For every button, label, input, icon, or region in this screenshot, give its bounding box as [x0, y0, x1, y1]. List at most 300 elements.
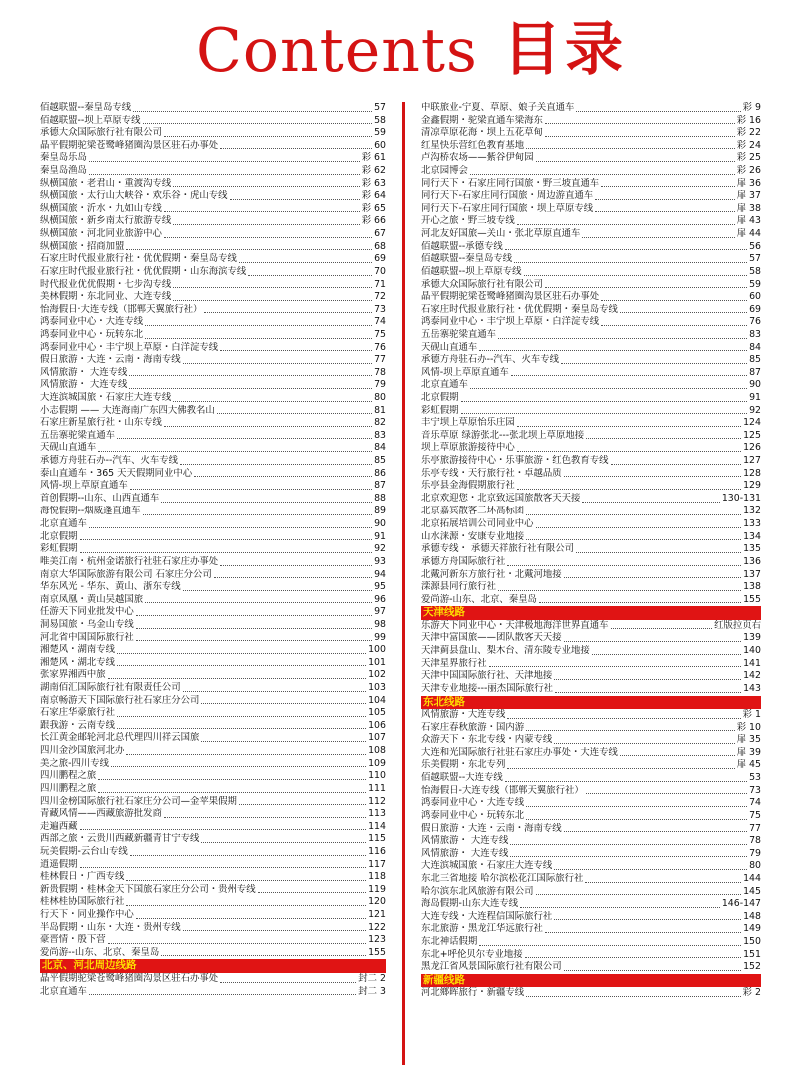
dot-leader — [136, 615, 372, 616]
toc-entry[interactable] — [421, 873, 761, 886]
toc-entry[interactable] — [421, 165, 761, 178]
toc-entry[interactable] — [40, 140, 386, 153]
entry-title: 纵横国旅・新乡南太行旅游专线 — [40, 215, 172, 227]
entry-title: 风情-坝上草原直通车 — [421, 366, 509, 378]
toc-entry[interactable] — [421, 304, 761, 317]
entry-title: 东北三省地接 哈尔滨松花江国际旅行社 — [421, 872, 584, 884]
entry-title: 河北友好国旅—关山・张北草原直通车 — [421, 228, 581, 240]
entry-page: 106 — [368, 719, 386, 731]
toc-entry[interactable] — [40, 947, 386, 960]
dot-leader — [217, 413, 372, 414]
toc-entry[interactable] — [40, 922, 386, 935]
toc-entry[interactable] — [40, 859, 386, 872]
toc-entry[interactable] — [40, 796, 386, 809]
entry-page: 132 — [743, 505, 761, 517]
toc-entry[interactable] — [40, 934, 386, 947]
toc-entry[interactable] — [40, 808, 386, 821]
toc-entry[interactable] — [40, 392, 386, 405]
toc-entry[interactable] — [40, 745, 386, 758]
entry-page: 78 — [749, 835, 761, 847]
entry-title: 湘楚风・湖南专线 — [40, 644, 116, 656]
dot-leader — [98, 792, 366, 793]
toc-entry[interactable] — [40, 720, 386, 733]
dot-leader — [505, 249, 747, 250]
entry-title: 金鑫假期・驼梁直通车梁海东 — [421, 114, 543, 126]
entry-title: 同行天下-石家庄同行国旅・坝上草原专线 — [421, 202, 594, 214]
entry-title: 美林假期・东北同业、大连专线 — [40, 291, 172, 303]
toc-entry[interactable] — [40, 644, 386, 657]
toc-entry[interactable] — [40, 480, 386, 493]
entry-page: 127 — [743, 455, 761, 467]
dot-leader — [173, 186, 359, 187]
entry-title: 石家庄时代报业旅行社・优优假期・秦皇岛专线 — [40, 253, 237, 265]
toc-entry[interactable] — [40, 430, 386, 443]
toc-entry[interactable] — [40, 543, 386, 556]
dot-leader — [89, 174, 360, 175]
entry-page: 78 — [374, 366, 386, 378]
entry-title: 佰越联盟--大连专线 — [421, 772, 503, 784]
dot-leader — [526, 806, 747, 807]
dot-leader — [536, 894, 742, 895]
toc-entry[interactable] — [421, 987, 761, 1000]
toc-entry[interactable] — [421, 860, 761, 873]
entry-page: 75 — [749, 809, 761, 821]
dot-leader — [220, 565, 372, 566]
toc-entry[interactable] — [421, 581, 761, 594]
entry-title: 长江黄金邮轮河北总代理四川祥云国旅 — [40, 732, 200, 744]
toc-entry[interactable] — [40, 215, 386, 228]
entry-title: 晶平假期驼梁苍鹭峰猪圈沟景区驻石办事处 — [40, 972, 219, 984]
dot-leader — [582, 237, 734, 238]
dot-leader — [592, 654, 741, 655]
dot-leader — [564, 577, 741, 578]
toc-entry[interactable] — [40, 228, 386, 241]
toc-entry[interactable] — [421, 342, 761, 355]
toc-entry[interactable] — [421, 531, 761, 544]
entry-page: 141 — [743, 657, 761, 669]
toc-entry[interactable] — [421, 367, 761, 380]
entry-title: 秦皇岛乐岛 — [40, 152, 87, 164]
toc-entry[interactable] — [40, 102, 386, 115]
dot-leader — [498, 590, 741, 591]
entry-title: 北京园博会 — [421, 165, 468, 177]
toc-entry[interactable] — [421, 506, 761, 519]
toc-entry[interactable] — [40, 506, 386, 519]
toc-entry[interactable] — [421, 823, 761, 836]
entry-title: 卢沟桥农场——紫谷伊甸园 — [421, 152, 534, 164]
dot-leader — [561, 363, 747, 364]
toc-entry[interactable] — [421, 923, 761, 936]
entry-page: 53 — [749, 772, 761, 784]
dot-leader — [108, 943, 366, 944]
entry-title: 湖南佰汇国际旅行社有限责任公司 — [40, 682, 181, 694]
dot-leader — [498, 338, 747, 339]
dot-leader — [180, 464, 372, 465]
entry-title: 风情旅游・大连专线 — [421, 709, 506, 721]
entry-title: 假日旅游・大连・云南・海南专线 — [40, 354, 181, 366]
toc-entry[interactable] — [40, 783, 386, 796]
entry-page: 99 — [374, 631, 386, 643]
dot-leader — [89, 161, 360, 162]
dot-leader — [117, 665, 366, 666]
toc-entry[interactable] — [421, 417, 761, 430]
entry-page: 142 — [743, 670, 761, 682]
toc-entry[interactable] — [40, 619, 386, 632]
entry-title: 北京欢迎您・北京致远国旅散客天天接 — [421, 492, 581, 504]
entry-page: 90 — [749, 379, 761, 391]
toc-entry[interactable] — [421, 228, 761, 241]
entry-title: 红星快乐营红色教育基地 — [421, 139, 525, 151]
toc-entry[interactable] — [421, 152, 761, 165]
toc-entry[interactable] — [421, 722, 761, 735]
entry-title: 东北神话假期 — [421, 936, 478, 947]
entry-page: 138 — [743, 581, 761, 593]
entry-page: 97 — [374, 606, 386, 618]
entry-page: 135 — [743, 543, 761, 555]
entry-title: 天砚山直通车 — [421, 341, 478, 353]
toc-entry[interactable] — [40, 657, 386, 670]
toc-entry[interactable] — [421, 848, 761, 861]
toc-entry[interactable] — [421, 241, 761, 254]
dot-leader — [173, 300, 372, 301]
toc-entry[interactable] — [40, 115, 386, 128]
entry-title: 承德方舟驻石办--汽车、火车专线 — [40, 455, 179, 467]
toc-entry[interactable] — [40, 707, 386, 720]
dot-leader — [545, 136, 735, 137]
toc-entry[interactable] — [421, 759, 761, 772]
dot-leader — [564, 831, 747, 832]
toc-entry[interactable] — [40, 682, 386, 695]
toc-entry[interactable] — [421, 392, 761, 405]
toc-entry[interactable] — [421, 810, 761, 823]
toc-entry[interactable] — [421, 279, 761, 292]
entry-page: 122 — [368, 921, 386, 933]
toc-entry[interactable] — [40, 770, 386, 783]
toc-entry[interactable] — [421, 102, 761, 115]
entry-page: 119 — [368, 883, 386, 895]
dot-leader — [470, 174, 735, 175]
dot-leader — [524, 275, 748, 276]
toc-entry[interactable] — [40, 896, 386, 909]
toc-entry[interactable] — [421, 291, 761, 304]
dot-leader — [258, 892, 366, 893]
toc-entry[interactable] — [40, 152, 386, 165]
dot-leader — [145, 602, 372, 603]
toc-entry[interactable] — [421, 455, 761, 468]
toc-entry[interactable] — [40, 342, 386, 355]
entry-title: 大连专线・大连程信国际旅行社 — [421, 910, 553, 922]
toc-entry[interactable] — [40, 833, 386, 846]
toc-entry[interactable] — [421, 115, 761, 128]
toc-entry[interactable] — [40, 178, 386, 191]
toc-entry[interactable] — [421, 886, 761, 899]
dot-leader — [554, 869, 747, 870]
toc-entry[interactable] — [421, 379, 761, 392]
entry-page: 144 — [743, 872, 761, 884]
toc-entry[interactable] — [421, 215, 761, 228]
entry-page: 100 — [368, 644, 386, 656]
dot-leader — [136, 918, 366, 919]
toc-entry[interactable] — [421, 620, 761, 633]
dot-leader — [164, 817, 366, 818]
entry-page: 81 — [374, 404, 386, 416]
dot-leader — [80, 539, 373, 540]
toc-entry[interactable] — [40, 379, 386, 392]
entry-title: 四川金榜国际旅行社石家庄分公司—金苹果假期 — [40, 795, 237, 807]
dot-leader — [161, 955, 366, 956]
dot-leader — [576, 111, 740, 112]
entry-title: 五岳寨驼梁直通车 — [40, 429, 116, 441]
toc-entry[interactable] — [40, 821, 386, 834]
toc-entry[interactable] — [421, 670, 761, 683]
entry-title: 小志假期 —— 大连海南广东四大佛教名山 — [40, 404, 215, 416]
toc-entry[interactable] — [421, 797, 761, 810]
entry-page: 77 — [749, 822, 761, 834]
toc-entry[interactable] — [40, 531, 386, 544]
toc-entry[interactable] — [40, 669, 386, 682]
dot-leader — [145, 338, 372, 339]
entry-page: 118 — [368, 871, 386, 883]
toc-entry[interactable] — [40, 304, 386, 317]
toc-entry[interactable] — [421, 430, 761, 443]
entry-title: 乐亭县金海假期旅行社 — [421, 480, 515, 492]
toc-entry[interactable] — [421, 949, 761, 962]
toc-entry[interactable] — [40, 241, 386, 254]
toc-entry[interactable] — [421, 442, 761, 455]
entry-title: 乐亭专线・天行旅行社・卓越品质 — [421, 467, 562, 479]
dot-leader — [164, 211, 360, 212]
toc-entry[interactable] — [421, 468, 761, 481]
toc-entry[interactable] — [421, 936, 761, 949]
section-heading: 东北线路 — [421, 696, 761, 710]
toc-entry[interactable] — [421, 835, 761, 848]
dot-leader — [111, 766, 366, 767]
toc-entry[interactable] — [421, 898, 761, 911]
dot-leader — [183, 691, 366, 692]
toc-entry[interactable] — [40, 846, 386, 859]
toc-entry[interactable] — [40, 581, 386, 594]
toc-entry[interactable] — [421, 266, 761, 279]
entry-page: 92 — [374, 543, 386, 555]
toc-entry[interactable] — [421, 190, 761, 203]
toc-entry[interactable] — [421, 140, 761, 153]
toc-entry[interactable] — [421, 632, 761, 645]
entry-page: 封二 2 — [358, 972, 386, 984]
dot-leader — [554, 743, 734, 744]
toc-entry[interactable] — [421, 556, 761, 569]
dot-leader — [526, 730, 735, 731]
entry-page: 74 — [374, 316, 386, 328]
entry-title: 承德大众国际旅行社有限公司 — [40, 127, 162, 139]
toc-entry[interactable] — [421, 645, 761, 658]
dot-leader — [517, 451, 741, 452]
toc-entry[interactable] — [421, 658, 761, 671]
toc-entry[interactable] — [40, 606, 386, 619]
dot-leader — [586, 438, 741, 439]
entry-page: 150 — [743, 936, 761, 947]
toc-entry[interactable] — [40, 266, 386, 279]
toc-entry[interactable] — [40, 367, 386, 380]
entry-page: 73 — [374, 303, 386, 315]
entry-title: 天津中富国旅——团队散客天天接 — [421, 632, 562, 644]
toc-entry[interactable] — [40, 468, 386, 481]
entry-title: 天津星界旅行社 — [421, 657, 487, 669]
entry-page: 113 — [368, 808, 386, 820]
dot-leader — [183, 930, 366, 931]
entry-page: 58 — [374, 114, 386, 126]
toc-entry[interactable] — [40, 405, 386, 418]
toc-entry[interactable] — [40, 569, 386, 582]
entry-title: 佰越联盟--坝上草原专线 — [40, 114, 141, 126]
entry-title: 鸿泰同业中心・大连专线 — [421, 797, 525, 809]
toc-entry[interactable] — [40, 329, 386, 342]
toc-entry[interactable] — [421, 594, 761, 607]
entry-title: 美之旅-四川专线 — [40, 757, 110, 769]
toc-entry[interactable] — [40, 190, 386, 203]
toc-column-left — [40, 102, 386, 998]
dot-leader — [89, 994, 356, 995]
toc-entry[interactable] — [40, 493, 386, 506]
toc-entry[interactable] — [421, 354, 761, 367]
toc-entry[interactable] — [421, 493, 761, 506]
toc-entry[interactable] — [40, 632, 386, 645]
entry-title: 豪晋情・殷下营 — [40, 934, 106, 946]
entry-page: 121 — [368, 909, 386, 920]
entry-title: 东北旅游・黑龙江华远旅行社 — [421, 923, 543, 935]
dot-leader — [214, 577, 372, 578]
entry-title: 北京拓展培训公司同业中心 — [421, 518, 534, 530]
entry-page: 91 — [374, 530, 386, 542]
toc-entry[interactable] — [421, 569, 761, 582]
entry-page: 80 — [749, 860, 761, 872]
entry-page: 彩 1 — [742, 709, 761, 721]
toc-entry[interactable] — [421, 747, 761, 760]
entry-page: 112 — [368, 795, 386, 807]
toc-entry[interactable] — [40, 909, 386, 922]
dot-leader — [201, 703, 366, 704]
dot-leader — [539, 602, 741, 603]
dot-leader — [173, 287, 372, 288]
entry-page: 73 — [749, 784, 761, 796]
entry-page: 95 — [374, 581, 386, 593]
toc-entry[interactable] — [40, 518, 386, 531]
dot-leader — [108, 678, 366, 679]
entry-title: 行天下・同业操作中心 — [40, 909, 134, 920]
toc-entry[interactable] — [40, 695, 386, 708]
dot-leader — [117, 653, 366, 654]
toc-entry[interactable] — [421, 316, 761, 329]
toc-entry[interactable] — [421, 709, 761, 722]
dot-leader — [145, 325, 372, 326]
dot-leader — [489, 666, 741, 667]
toc-entry[interactable] — [421, 203, 761, 216]
toc-entry[interactable] — [40, 127, 386, 140]
entry-title: 鸿泰同业中心・大连专线 — [40, 316, 144, 328]
entry-title: 北戴河新东方旅行社・北戴河地接 — [421, 568, 562, 580]
toc-entry[interactable] — [40, 253, 386, 266]
entry-page: 140 — [743, 645, 761, 657]
toc-entry[interactable] — [40, 594, 386, 607]
dot-leader — [479, 945, 741, 946]
toc-entry[interactable] — [421, 911, 761, 924]
entry-page: 86 — [374, 467, 386, 479]
entry-page: 82 — [374, 417, 386, 429]
section-heading: 北京、河北周边线路 — [40, 959, 386, 973]
entry-page: 148 — [743, 910, 761, 922]
entry-title: 走遍西藏 — [40, 820, 78, 832]
toc-entry[interactable] — [40, 455, 386, 468]
toc-entry[interactable] — [40, 973, 386, 986]
toc-entry[interactable] — [40, 203, 386, 216]
toc-entry[interactable] — [421, 253, 761, 266]
toc-entry[interactable] — [421, 480, 761, 493]
toc-entry[interactable] — [40, 986, 386, 999]
toc-entry[interactable] — [421, 734, 761, 747]
entry-title: 四川鹏程之旅 — [40, 782, 97, 794]
entry-title: 黑龙江省风景国际旅行社有限公司 — [421, 961, 562, 973]
toc-entry[interactable] — [40, 871, 386, 884]
toc-entry[interactable] — [421, 127, 761, 140]
entry-title: 天津蓟县盘山、梨木台、清东陵专业地接 — [421, 645, 590, 657]
entry-page: 103 — [368, 682, 386, 694]
toc-entry[interactable] — [421, 329, 761, 342]
toc-entry[interactable] — [40, 316, 386, 329]
entry-page: 91 — [749, 392, 761, 403]
entry-title: 哈尔滨东北风旅游有限公司 — [421, 885, 534, 897]
dot-leader — [136, 628, 372, 629]
toc-entry[interactable] — [40, 291, 386, 304]
toc-entry[interactable] — [40, 556, 386, 569]
entry-title: 海悦假期--烟威蓬直通车 — [40, 505, 141, 517]
entry-page: 83 — [374, 429, 386, 441]
toc-entry[interactable] — [421, 543, 761, 556]
entry-title: 四川金沙国旅河北办 — [40, 745, 125, 757]
dot-leader — [507, 565, 741, 566]
entry-page: 124 — [743, 417, 761, 429]
entry-page: 85 — [374, 455, 386, 467]
toc-entry[interactable] — [40, 442, 386, 455]
toc-entry[interactable] — [421, 683, 761, 696]
toc-entry[interactable] — [40, 758, 386, 771]
dot-leader — [507, 768, 734, 769]
toc-entry[interactable] — [421, 405, 761, 418]
toc-entry[interactable] — [40, 165, 386, 178]
dot-leader — [98, 779, 366, 780]
entry-title: 大连和光国际旅行社驻石家庄办事处・大连专线 — [421, 746, 618, 758]
toc-entry[interactable] — [421, 961, 761, 974]
dot-leader — [129, 375, 372, 376]
toc-entry[interactable] — [421, 785, 761, 798]
dot-leader — [80, 552, 373, 553]
toc-entry[interactable] — [40, 279, 386, 292]
dot-leader — [130, 855, 366, 856]
toc-entry[interactable] — [40, 884, 386, 897]
toc-entry[interactable] — [40, 732, 386, 745]
dot-leader — [511, 375, 747, 376]
toc-entry[interactable] — [40, 417, 386, 430]
toc-entry[interactable] — [40, 354, 386, 367]
entry-title: 同行天下-石家庄同行国旅・周边游直通车 — [421, 190, 594, 202]
dot-leader — [514, 262, 747, 263]
toc-entry[interactable] — [421, 178, 761, 191]
toc-column-right — [421, 102, 761, 1000]
entry-title: 海岛假期-山东大连专线 — [421, 898, 519, 910]
entry-page: 87 — [374, 480, 386, 492]
toc-entry[interactable] — [421, 772, 761, 785]
dot-leader — [183, 590, 372, 591]
dot-leader — [620, 755, 735, 756]
toc-entry[interactable] — [421, 518, 761, 531]
